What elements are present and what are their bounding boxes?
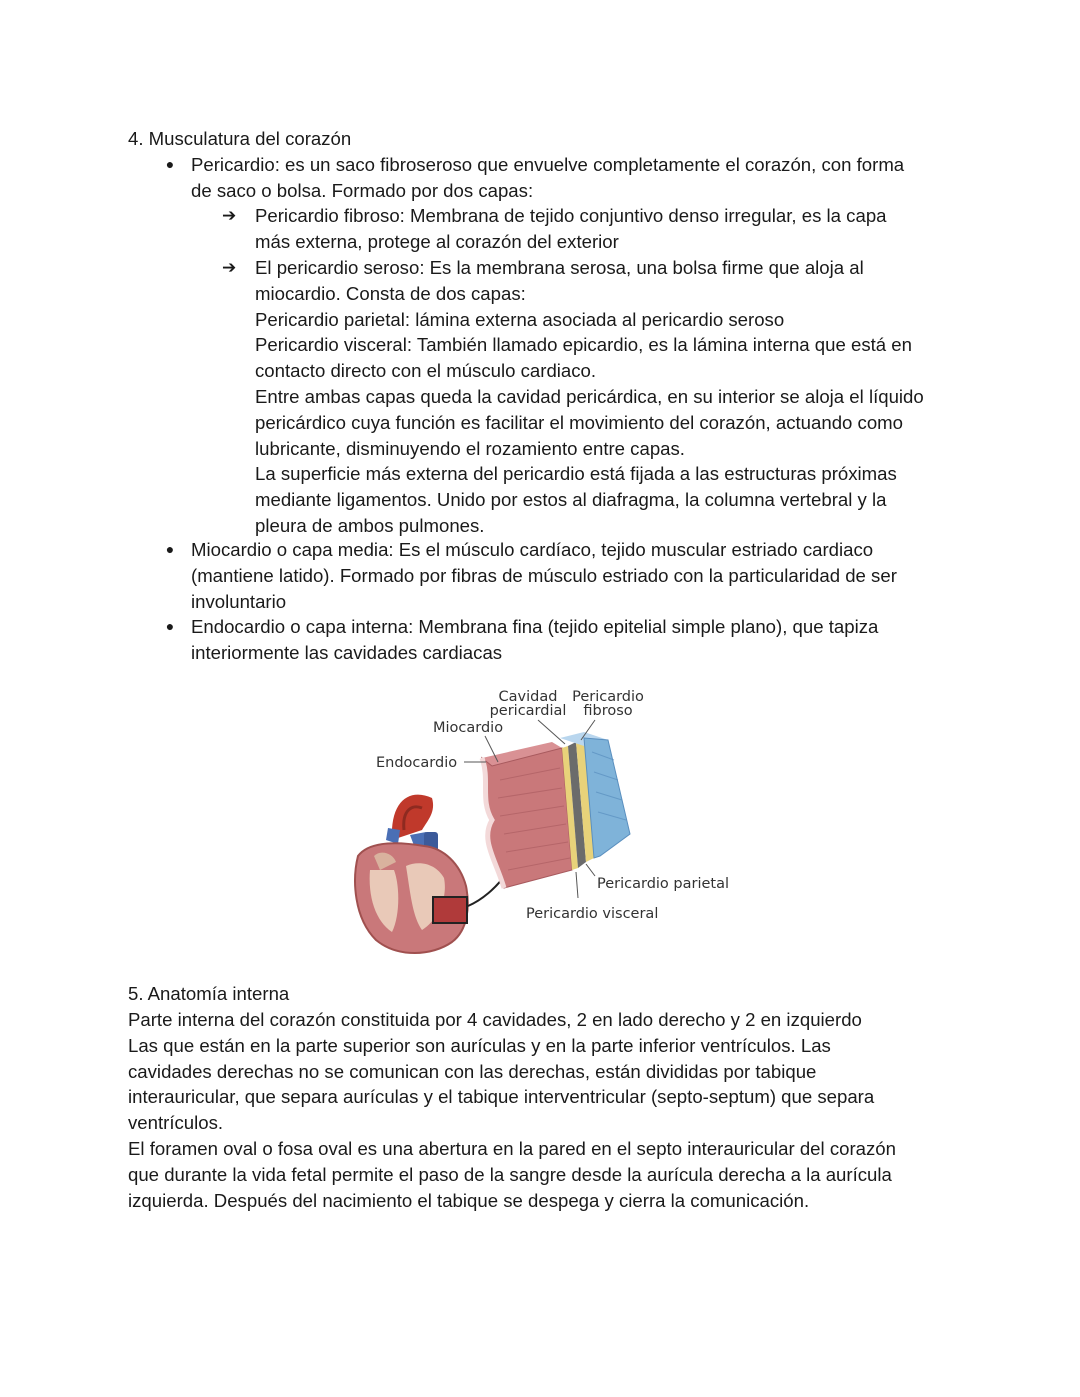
section-heading: 4. Musculatura del corazón (128, 128, 352, 149)
text-line: pericárdico cuya función es facilitar el movimiento del corazón, actuando como (255, 411, 904, 433)
text-line: (mantiene latido). Formado por fibras de músculo estriado con la particularidad de ser (191, 564, 897, 586)
text-line: Entre ambas capas queda la cavidad pericárdica, en su interior se aloja el líquido (255, 385, 924, 407)
paragraph (128, 1136, 896, 1213)
label-pericardio-visceral: Pericardio visceral (526, 906, 659, 922)
text-line: ventrículos. (128, 1112, 224, 1134)
text-line: Pericardio fibroso: Membrana de tejido conjuntivo denso irregular, es la capa (255, 205, 887, 226)
sub-list-item-text (255, 203, 887, 255)
text-line: de saco o bolsa. Formado por dos capas: (191, 179, 534, 201)
text-line: que durante la vida fetal permite el paso de la sangre desde la aurícula derecha a la aurícula (128, 1163, 892, 1185)
label-fibroso-line2: fibroso (583, 703, 633, 719)
text-line: Las que están en la parte superior son aurículas y en la parte inferior ventrículos. Las (128, 1034, 831, 1056)
text-line: izquierda. Después del nacimiento el tabique se despega y cierra la comunicación. (128, 1189, 810, 1211)
text-line: contacto directo con el músculo cardiaco. (255, 360, 597, 382)
text-line: interauricular, que separa aurículas y el tabique interventricular (septo-septum) que separa (128, 1086, 875, 1108)
text-line: Pericardio parietal: lámina externa asociada al pericardio seroso (255, 308, 785, 330)
list-item-text (191, 152, 904, 204)
text-line: Miocardio o capa media: Es el músculo cardíaco, tejido muscular estriado cardiaco (191, 539, 874, 560)
list-item-text (191, 537, 897, 614)
text-line: El pericardio seroso: Es la membrana serosa, una bolsa firme que aloja al (255, 257, 864, 278)
text-line: interiormente las cavidades cardiacas (191, 641, 503, 663)
bullet-icon: ● (165, 156, 175, 172)
arrow-right-icon: ➔ (222, 206, 237, 225)
text-line: La superficie más externa del pericardio está fijada a las estructuras próximas (255, 463, 897, 485)
heart-wall-figure (340, 680, 740, 965)
text-line: Parte interna del corazón constituida por 4 cavidades, 2 en lado derecho y 2 en izquierdo (128, 1009, 862, 1030)
text-line: El foramen oval o fosa oval es una abertura en la pared en el septo interauricular del corazón (128, 1138, 896, 1159)
paragraph (128, 1007, 874, 1136)
label-cavidad-line1: Cavidad (498, 689, 558, 705)
label-endocardio: Endocardio (376, 755, 458, 771)
text-line: lubricante, disminuyendo el rozamiento entre capas. (255, 437, 685, 459)
text-line: involuntario (191, 590, 287, 612)
label-fibroso-line1: Pericardio (572, 689, 644, 705)
section-heading: 5. Anatomía interna (128, 983, 290, 1004)
label-miocardio: Miocardio (433, 720, 504, 736)
arrow-right-icon: ➔ (222, 258, 237, 277)
label-cavidad-line2: pericardial (489, 703, 567, 719)
heart-cross-section (355, 795, 468, 953)
text-line: cavidades derechas no se comunican con las derechas, están divididas por tabique (128, 1060, 817, 1082)
zoom-region-box (433, 897, 467, 923)
text-line: pleura de ambos pulmones. (255, 514, 485, 536)
text-line: mediante ligamentos. Unido por estos al diafragma, la columna vertebral y la (255, 489, 887, 511)
text-line: más externa, protege al corazón del exterior (255, 230, 619, 252)
list-item-text (191, 614, 878, 666)
text-line: miocardio. Consta de dos capas: (255, 282, 526, 304)
text-line: Endocardio o capa interna: Membrana fina (tejido epitelial simple plano), que tapiza (191, 616, 879, 637)
tissue-block (482, 732, 630, 888)
heart-wall-illustration (340, 680, 740, 965)
bullet-icon: ● (165, 618, 175, 634)
vena-cava-shape (386, 828, 400, 844)
text-line: Pericardio visceral: También llamado epicardio, es la lámina interna que está en (255, 334, 912, 356)
sub-list-item-text (255, 255, 924, 539)
label-pericardio-parietal: Pericardio parietal (597, 876, 730, 892)
bullet-icon: ● (165, 541, 175, 557)
text-line: Pericardio: es un saco fibroseroso que envuelve completamente el corazón, con forma (191, 154, 905, 175)
